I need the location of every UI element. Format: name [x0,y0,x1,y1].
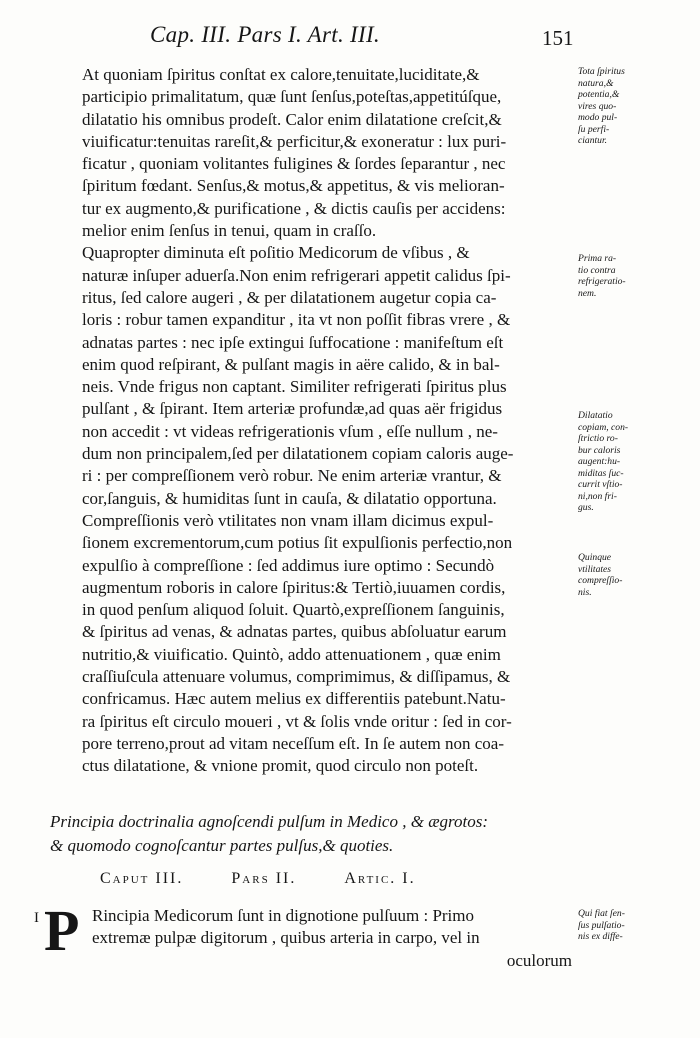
margin-note-line: ſu perfi- [578,123,610,135]
chapter-pars: Pars II. [231,870,297,887]
margin-note-line: gus. [578,502,594,513]
margin-note-line: augent:hu- [578,456,621,467]
margin-note-line: ciantur. [578,135,608,146]
margin-note-line: Tota ſpiritus [578,66,625,77]
margin-note-spiritus [578,66,696,147]
text-line: ri : per compreſſionem verò robur. Ne enim arteriæ vrantur, & [82,466,502,486]
text-line: Rincipia Medicorum ſunt in dignotione pulſuum : Primo [92,906,475,925]
catchword: oculorum [506,950,572,970]
running-head: Cap. III. Pars I. Art. III. [150,22,380,47]
margin-note-dilatatio [578,410,696,514]
text-line: nutritio,& viuificatio. Quintò, addo attenuationem , quæ enim [82,644,501,664]
main-text-block [82,64,574,778]
text-line: extremæ pulpæ digitorum , quibus arteria in carpo, vel in [92,928,480,948]
text-line: ficatur , quoniam volitantes fuligines & ſordes ſeparantur , nec [82,154,506,174]
text-line: Quapropter diminuta eſt poſitio Medicorum de vſibus , & [82,243,470,263]
text-line: melior enim ſenſus in tenui, quam in craſſo. [82,221,377,241]
margin-note-line: Dilatatio [578,410,613,421]
text-line: dum non principalem,ſed per dilatationem copiam caloris auge- [82,444,514,464]
margin-note-line: modo pul- [578,112,618,123]
text-line: in quod penſum aliquod ſoluit. Quartò,expreſſionem ſanguinis, [82,600,505,620]
section-title-line: & quomodo cognoſcantur partes pulſus,& quoties. [50,836,394,855]
text-line: & ſpiritus ad venas, & adnatas partes, quibus abſoluatur earum [82,622,507,642]
text-line: enim quod reſpirant, & pulſant magis in aëre calido, & in bal- [82,354,500,374]
text-line: ritus, ſed calore augeri , & per dilatationem augetur copia ca- [82,287,497,307]
margin-note-line: copiam, con- [578,421,629,433]
text-line: augmentum roboris in calore ſpiritus:& Tertiò,iuuamen cordis, [82,577,506,597]
text-line: adnatas partes : nec ipſe extingui ſuffocatione : manifeſtum eſt [82,332,504,352]
text-line: cor,ſanguis, & humiditas ſunt in cauſa, & dilatatio opportuna. [82,488,497,508]
text-line: ſionem excrementorum,cum potius ſit expulſionis perfectio,non [82,533,513,553]
text-line: confricamus. Hæc autem melius ex differentiis patebunt.Natu- [82,689,506,709]
margin-note-qui-fiat [578,908,696,943]
chapter-caput: Caput III. [100,870,184,887]
margin-note-line: tio contra [578,264,616,276]
margin-note-line: currit vſtio- [578,479,623,490]
margin-note-line: miditas ſuc- [578,467,624,479]
text-line: craſſiuſcula attenuare volumus, comprimimus, & diſſipamus, & [82,667,511,687]
margin-note-line: natura,& [578,77,614,89]
margin-note-line: nis ex diffe- [578,931,623,942]
margin-note-line: bur caloris [578,444,621,456]
paragraph-marker: I [34,910,39,926]
margin-note-line: ſtrictio ro- [578,433,618,444]
final-paragraph [92,905,572,972]
chapter-artic: Artic. I. [344,870,416,887]
page-number: 151 [542,26,574,50]
text-line: pulſant , & ſpirant. Item arteriæ profundæ,ad quas aër frigidus [82,399,503,419]
text-line: participio primalitatum, quæ ſunt ſenſus,poteſtas,appetitúſque, [82,87,502,107]
margin-note-line: compreſſio- [578,575,623,586]
margin-note-line: potentia,& [578,89,620,100]
text-line: dilatatio his omnibus prodeſt. Calor enim dilatatione creſcit,& [82,109,502,129]
text-line: ctus dilatatione, & vnione promit, quod circulo non poteſt. [82,756,479,776]
margin-note-prima-ratio [578,253,696,299]
margin-note-line: ni,non fri- [578,490,617,502]
margin-note-line: Quinque [578,552,612,563]
margin-note-line: nis. [578,586,592,598]
text-line: ſpiritum fœdant. Senſus,& motus,& appetitus, & vis melioran- [82,176,505,196]
text-line: neis. Vnde frigus non captant. Similiter refrigerati ſpiritus plus [82,377,507,397]
margin-note-line: nem. [578,287,597,299]
text-line: tur ex augmento,& purificatione , & dictis cauſis per accidens: [82,198,506,218]
text-line: loris : robur tamen expanditur , ita vt non poſſit fibras vrere , & [82,310,511,330]
text-line: naturæ inſuper aduerſa.Non enim refrigerari appetit calidus ſpi- [82,265,511,285]
text-line: ra ſpiritus eſt circulo moueri , vt & ſolis vnde oritur : ſed in cor- [82,711,512,731]
margin-note-line: Prima ra- [578,253,617,264]
text-line: Compreſſionis verò vtilitates non vnam illam dicimus expul- [82,510,494,530]
section-title-line: Principia doctrinalia agnoſcendi pulſum in Medico , & ægrotos: [50,812,489,831]
text-line: At quoniam ſpiritus conſtat ex calore,tenuitate,luciditate,& [82,65,480,84]
margin-note-line: ſus pulſatio- [578,919,625,931]
text-line: expulſio à compreſſione : ſed addimus iure optimo : Secundò [82,555,495,575]
margin-note-line: vtilitates [578,563,612,575]
drop-capital: P [44,898,80,963]
margin-note-line: refrigeratio- [578,276,626,287]
text-line: pore terreno,prout ad vitam neceſſum eſt. In ſe autem non coa- [82,733,505,753]
text-line: non accedit : vt videas refrigerationis vſum , eſſe nullum , ne- [82,421,498,441]
margin-note-line: Qui fiat ſen- [578,908,625,919]
margin-note-line: vires quo- [578,100,617,112]
section-title [50,810,610,858]
chapter-heading [100,870,580,888]
text-line: viuificatur:tenuitas rareſit,& perficitur,& exoneratur : lux puri- [82,131,507,151]
margin-note-quinque [578,552,696,598]
